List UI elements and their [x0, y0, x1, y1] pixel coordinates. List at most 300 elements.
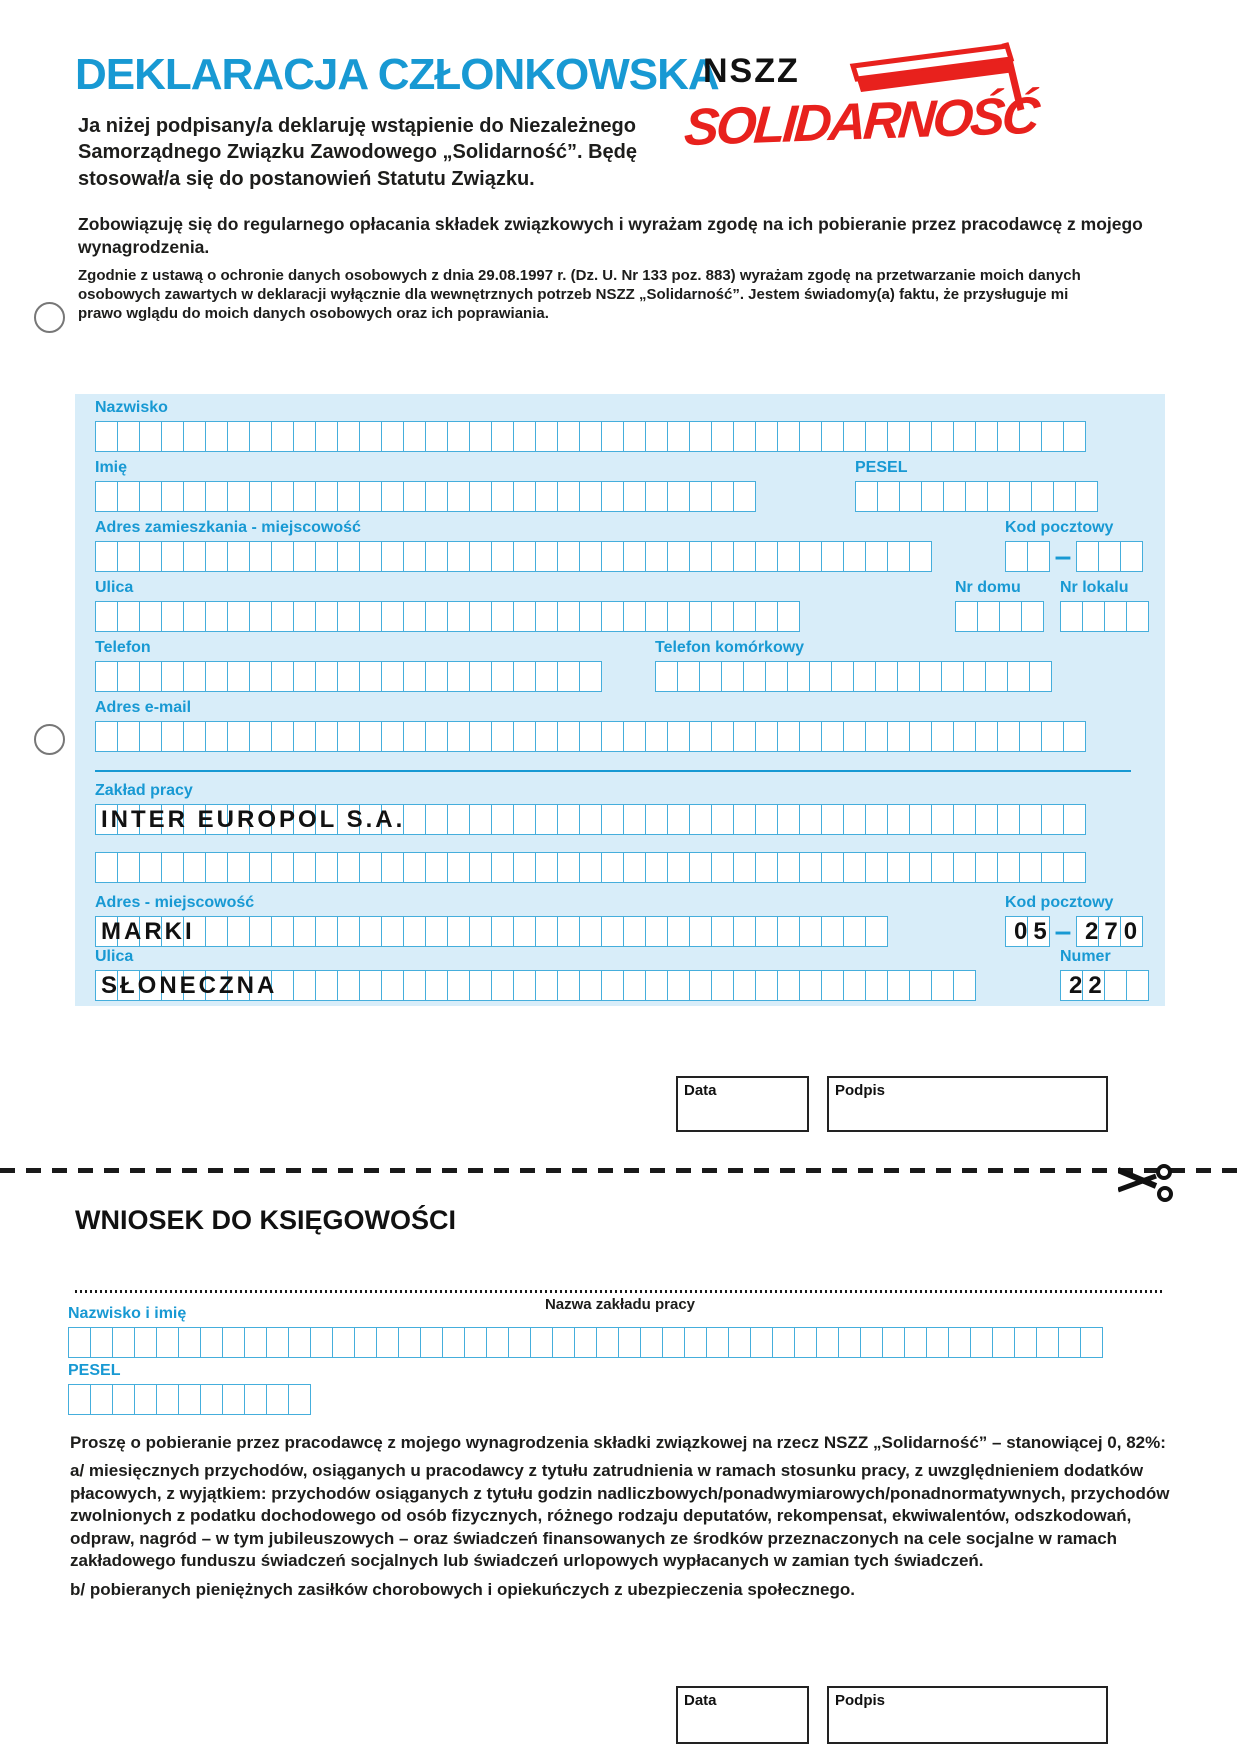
char-cell[interactable]	[200, 1327, 223, 1358]
char-cell[interactable]	[926, 1327, 949, 1358]
char-cell[interactable]	[1120, 541, 1143, 572]
char-cell[interactable]	[227, 601, 250, 632]
char-cell[interactable]	[425, 916, 448, 947]
char-cell[interactable]	[1080, 1327, 1103, 1358]
char-cell[interactable]	[1005, 541, 1028, 572]
char-cell[interactable]	[953, 970, 976, 1001]
char-cell[interactable]	[843, 541, 866, 572]
char-cell[interactable]	[755, 721, 778, 752]
char-cell[interactable]	[777, 421, 800, 452]
char-cell[interactable]	[161, 541, 184, 572]
char-cell[interactable]	[1007, 661, 1030, 692]
char-cell[interactable]	[865, 804, 888, 835]
data-signature-box-2[interactable]	[676, 1686, 809, 1744]
char-cell[interactable]	[359, 852, 382, 883]
char-cell[interactable]	[711, 541, 734, 572]
char-cell[interactable]	[557, 852, 580, 883]
char-cell[interactable]	[733, 601, 756, 632]
char-cell[interactable]	[843, 804, 866, 835]
char-cell[interactable]	[623, 481, 646, 512]
char-cell[interactable]	[222, 1327, 245, 1358]
char-cell[interactable]	[271, 852, 294, 883]
char-cell[interactable]	[513, 852, 536, 883]
char-cell[interactable]	[909, 421, 932, 452]
char-cell[interactable]	[161, 661, 184, 692]
char-cell[interactable]	[447, 421, 470, 452]
char-cell[interactable]	[999, 601, 1022, 632]
char-cell[interactable]	[513, 421, 536, 452]
char-cell[interactable]	[249, 421, 272, 452]
char-cell[interactable]	[552, 1327, 575, 1358]
telefon-komorkowy-input[interactable]	[655, 661, 1052, 692]
nazwisko-imie-input[interactable]	[68, 1327, 1103, 1358]
char-cell[interactable]	[381, 916, 404, 947]
char-cell[interactable]	[965, 481, 988, 512]
char-cell[interactable]	[733, 970, 756, 1001]
char-cell[interactable]	[332, 1327, 355, 1358]
char-cell[interactable]	[117, 852, 140, 883]
char-cell[interactable]	[222, 1384, 245, 1415]
char-cell[interactable]	[733, 541, 756, 572]
char-cell[interactable]	[667, 721, 690, 752]
char-cell[interactable]	[887, 721, 910, 752]
char-cell[interactable]	[403, 970, 426, 1001]
char-cell[interactable]	[601, 601, 624, 632]
char-cell[interactable]	[359, 661, 382, 692]
char-cell[interactable]	[205, 481, 228, 512]
char-cell[interactable]	[667, 601, 690, 632]
char-cell[interactable]	[227, 421, 250, 452]
char-cell[interactable]	[535, 601, 558, 632]
char-cell[interactable]	[161, 421, 184, 452]
char-cell[interactable]	[112, 1384, 135, 1415]
char-cell[interactable]	[579, 541, 602, 572]
char-cell[interactable]	[667, 970, 690, 1001]
char-cell[interactable]	[293, 721, 316, 752]
char-cell[interactable]	[816, 1327, 839, 1358]
zaklad-numer-input[interactable]	[1060, 970, 1149, 1001]
char-cell[interactable]	[530, 1327, 553, 1358]
char-cell[interactable]	[205, 916, 228, 947]
char-cell[interactable]	[975, 721, 998, 752]
char-cell[interactable]	[513, 721, 536, 752]
char-cell[interactable]	[941, 661, 964, 692]
char-cell[interactable]	[359, 421, 382, 452]
char-cell[interactable]	[403, 804, 426, 835]
char-cell[interactable]	[271, 916, 294, 947]
char-cell[interactable]	[315, 481, 338, 512]
char-cell[interactable]	[821, 970, 844, 1001]
char-cell[interactable]	[684, 1327, 707, 1358]
char-cell[interactable]	[579, 601, 602, 632]
char-cell[interactable]	[156, 1384, 179, 1415]
char-cell[interactable]	[464, 1327, 487, 1358]
char-cell[interactable]	[860, 1327, 883, 1358]
char-cell[interactable]	[139, 421, 162, 452]
char-cell[interactable]	[1019, 852, 1042, 883]
char-cell[interactable]	[821, 916, 844, 947]
char-cell[interactable]	[381, 601, 404, 632]
char-cell[interactable]	[337, 970, 360, 1001]
char-cell[interactable]	[293, 852, 316, 883]
char-cell[interactable]	[337, 421, 360, 452]
char-cell[interactable]	[821, 721, 844, 752]
char-cell[interactable]	[205, 852, 228, 883]
char-cell[interactable]	[787, 661, 810, 692]
char-cell[interactable]	[535, 916, 558, 947]
char-cell[interactable]	[667, 804, 690, 835]
char-cell[interactable]	[68, 1384, 91, 1415]
char-cell[interactable]	[843, 916, 866, 947]
zaklad-ulica-input[interactable]	[95, 970, 976, 1001]
char-cell[interactable]	[513, 970, 536, 1001]
pesel2-input[interactable]	[68, 1384, 311, 1415]
char-cell[interactable]	[90, 1327, 113, 1358]
char-cell[interactable]	[667, 852, 690, 883]
char-cell[interactable]	[95, 421, 118, 452]
char-cell[interactable]	[513, 601, 536, 632]
char-cell[interactable]	[721, 661, 744, 692]
char-cell[interactable]	[425, 804, 448, 835]
char-cell[interactable]	[95, 601, 118, 632]
char-cell[interactable]	[491, 661, 514, 692]
char-cell[interactable]	[381, 481, 404, 512]
char-cell[interactable]	[667, 916, 690, 947]
char-cell[interactable]	[931, 421, 954, 452]
char-cell[interactable]	[574, 1327, 597, 1358]
char-cell[interactable]	[623, 804, 646, 835]
char-cell[interactable]	[865, 421, 888, 452]
char-cell[interactable]	[469, 661, 492, 692]
char-cell[interactable]	[315, 916, 338, 947]
char-cell[interactable]	[403, 661, 426, 692]
char-cell[interactable]	[161, 601, 184, 632]
char-cell[interactable]	[755, 804, 778, 835]
char-cell[interactable]	[777, 852, 800, 883]
char-cell[interactable]	[134, 1384, 157, 1415]
char-cell[interactable]	[139, 721, 162, 752]
char-cell[interactable]	[623, 421, 646, 452]
char-cell[interactable]	[799, 804, 822, 835]
char-cell[interactable]	[992, 1327, 1015, 1358]
char-cell[interactable]	[997, 421, 1020, 452]
char-cell[interactable]	[442, 1327, 465, 1358]
char-cell[interactable]	[821, 804, 844, 835]
char-cell[interactable]	[887, 804, 910, 835]
char-cell[interactable]	[469, 916, 492, 947]
char-cell[interactable]	[337, 601, 360, 632]
char-cell[interactable]	[381, 421, 404, 452]
char-cell[interactable]	[469, 804, 492, 835]
char-cell[interactable]	[398, 1327, 421, 1358]
char-cell[interactable]	[469, 421, 492, 452]
char-cell[interactable]	[112, 1327, 135, 1358]
char-cell[interactable]	[293, 916, 316, 947]
char-cell[interactable]	[205, 541, 228, 572]
char-cell[interactable]	[293, 481, 316, 512]
char-cell[interactable]	[535, 661, 558, 692]
char-cell[interactable]	[249, 541, 272, 572]
char-cell[interactable]	[403, 541, 426, 572]
char-cell[interactable]	[601, 541, 624, 572]
char-cell[interactable]	[809, 661, 832, 692]
char-cell[interactable]	[425, 421, 448, 452]
char-cell[interactable]	[293, 421, 316, 452]
char-cell[interactable]	[755, 601, 778, 632]
char-cell[interactable]	[403, 421, 426, 452]
char-cell[interactable]	[315, 852, 338, 883]
char-cell[interactable]	[249, 852, 272, 883]
char-cell[interactable]	[919, 661, 942, 692]
zaklad-kod-pocztowy-input[interactable]	[1005, 916, 1143, 947]
char-cell[interactable]	[794, 1327, 817, 1358]
char-cell[interactable]	[491, 721, 514, 752]
char-cell[interactable]	[733, 721, 756, 752]
char-cell[interactable]	[95, 481, 118, 512]
char-cell[interactable]	[139, 541, 162, 572]
char-cell[interactable]	[755, 541, 778, 572]
char-cell[interactable]	[117, 661, 140, 692]
char-cell[interactable]	[899, 481, 922, 512]
char-cell[interactable]	[645, 852, 668, 883]
char-cell[interactable]	[1041, 721, 1064, 752]
char-cell[interactable]	[579, 916, 602, 947]
char-cell[interactable]	[955, 601, 978, 632]
nr-lokalu-input[interactable]	[1060, 601, 1149, 632]
char-cell[interactable]	[293, 541, 316, 572]
char-cell[interactable]	[288, 1384, 311, 1415]
char-cell[interactable]	[645, 541, 668, 572]
char-cell[interactable]	[579, 804, 602, 835]
char-cell[interactable]	[535, 804, 558, 835]
char-cell[interactable]	[601, 421, 624, 452]
char-cell[interactable]	[706, 1327, 729, 1358]
char-cell[interactable]	[579, 661, 602, 692]
char-cell[interactable]	[799, 721, 822, 752]
zaklad-pracy-input[interactable]	[95, 804, 1086, 835]
char-cell[interactable]	[469, 481, 492, 512]
char-cell[interactable]	[535, 970, 558, 1001]
char-cell[interactable]	[821, 852, 844, 883]
char-cell[interactable]	[623, 970, 646, 1001]
imie-input[interactable]	[95, 481, 756, 512]
char-cell[interactable]	[579, 421, 602, 452]
char-cell[interactable]	[491, 970, 514, 1001]
char-cell[interactable]	[1075, 481, 1098, 512]
char-cell[interactable]	[711, 721, 734, 752]
char-cell[interactable]	[315, 541, 338, 572]
char-cell[interactable]	[535, 721, 558, 752]
char-cell[interactable]	[183, 721, 206, 752]
podpis-signature-box[interactable]	[827, 1076, 1108, 1132]
char-cell[interactable]	[777, 970, 800, 1001]
char-cell[interactable]	[557, 601, 580, 632]
char-cell[interactable]	[1019, 721, 1042, 752]
char-cell[interactable]	[183, 601, 206, 632]
char-cell[interactable]	[535, 481, 558, 512]
char-cell[interactable]	[640, 1327, 663, 1358]
char-cell[interactable]	[227, 721, 250, 752]
char-cell[interactable]	[557, 481, 580, 512]
char-cell[interactable]	[425, 601, 448, 632]
char-cell[interactable]	[469, 721, 492, 752]
char-cell[interactable]	[645, 916, 668, 947]
podpis-signature-box-2[interactable]	[827, 1686, 1108, 1744]
char-cell[interactable]	[359, 541, 382, 572]
char-cell[interactable]	[1104, 601, 1127, 632]
char-cell[interactable]	[645, 481, 668, 512]
char-cell[interactable]	[205, 721, 228, 752]
char-cell[interactable]	[689, 481, 712, 512]
char-cell[interactable]	[997, 721, 1020, 752]
char-cell[interactable]	[843, 421, 866, 452]
char-cell[interactable]	[271, 541, 294, 572]
char-cell[interactable]	[909, 852, 932, 883]
char-cell[interactable]	[491, 804, 514, 835]
pesel-input[interactable]	[855, 481, 1098, 512]
char-cell[interactable]	[897, 661, 920, 692]
char-cell[interactable]	[799, 421, 822, 452]
char-cell[interactable]	[205, 421, 228, 452]
char-cell[interactable]	[1041, 804, 1064, 835]
char-cell[interactable]	[381, 721, 404, 752]
char-cell[interactable]	[266, 1384, 289, 1415]
char-cell[interactable]	[1019, 804, 1042, 835]
char-cell[interactable]	[359, 481, 382, 512]
char-cell[interactable]	[645, 421, 668, 452]
char-cell[interactable]	[623, 916, 646, 947]
char-cell[interactable]	[1027, 541, 1050, 572]
char-cell[interactable]	[777, 804, 800, 835]
char-cell[interactable]	[1053, 481, 1076, 512]
char-cell[interactable]	[953, 421, 976, 452]
char-cell[interactable]	[733, 481, 756, 512]
char-cell[interactable]	[293, 601, 316, 632]
char-cell[interactable]	[1036, 1327, 1059, 1358]
char-cell[interactable]	[161, 481, 184, 512]
char-cell[interactable]	[205, 661, 228, 692]
char-cell[interactable]	[921, 481, 944, 512]
char-cell[interactable]	[469, 970, 492, 1001]
char-cell[interactable]	[293, 661, 316, 692]
char-cell[interactable]	[425, 661, 448, 692]
char-cell[interactable]	[491, 421, 514, 452]
char-cell[interactable]	[931, 852, 954, 883]
char-cell[interactable]	[1019, 421, 1042, 452]
char-cell[interactable]	[557, 916, 580, 947]
char-cell[interactable]	[877, 481, 900, 512]
ulica-input[interactable]	[95, 601, 800, 632]
char-cell[interactable]	[667, 481, 690, 512]
char-cell[interactable]	[689, 541, 712, 572]
char-cell[interactable]	[513, 804, 536, 835]
char-cell[interactable]	[882, 1327, 905, 1358]
char-cell[interactable]	[266, 1327, 289, 1358]
char-cell[interactable]	[359, 601, 382, 632]
char-cell[interactable]	[601, 804, 624, 835]
char-cell[interactable]	[711, 481, 734, 512]
char-cell[interactable]	[139, 852, 162, 883]
char-cell[interactable]	[970, 1327, 993, 1358]
char-cell[interactable]	[838, 1327, 861, 1358]
char-cell[interactable]	[765, 661, 788, 692]
telefon-input[interactable]	[95, 661, 602, 692]
char-cell[interactable]	[469, 541, 492, 572]
char-cell[interactable]	[733, 421, 756, 452]
char-cell[interactable]	[376, 1327, 399, 1358]
char-cell[interactable]	[95, 721, 118, 752]
char-cell[interactable]	[711, 804, 734, 835]
char-cell[interactable]	[667, 421, 690, 452]
char-cell[interactable]	[799, 916, 822, 947]
data-signature-box[interactable]	[676, 1076, 809, 1132]
char-cell[interactable]	[887, 421, 910, 452]
char-cell[interactable]	[271, 421, 294, 452]
char-cell[interactable]	[909, 970, 932, 1001]
char-cell[interactable]	[557, 541, 580, 572]
char-cell[interactable]	[865, 970, 888, 1001]
char-cell[interactable]	[535, 421, 558, 452]
char-cell[interactable]	[645, 721, 668, 752]
char-cell[interactable]	[623, 721, 646, 752]
char-cell[interactable]	[491, 601, 514, 632]
char-cell[interactable]	[381, 970, 404, 1001]
char-cell[interactable]	[315, 601, 338, 632]
char-cell[interactable]	[1029, 661, 1052, 692]
char-cell[interactable]	[420, 1327, 443, 1358]
char-cell[interactable]	[425, 970, 448, 1001]
char-cell[interactable]	[557, 421, 580, 452]
char-cell[interactable]	[271, 721, 294, 752]
char-cell[interactable]	[117, 421, 140, 452]
char-cell[interactable]	[183, 481, 206, 512]
char-cell[interactable]	[469, 852, 492, 883]
char-cell[interactable]	[381, 852, 404, 883]
char-cell[interactable]	[557, 661, 580, 692]
char-cell[interactable]	[1126, 601, 1149, 632]
char-cell[interactable]	[1009, 481, 1032, 512]
char-cell[interactable]	[689, 852, 712, 883]
char-cell[interactable]	[200, 1384, 223, 1415]
char-cell[interactable]	[843, 852, 866, 883]
char-cell[interactable]	[557, 721, 580, 752]
char-cell[interactable]	[403, 481, 426, 512]
char-cell[interactable]	[178, 1327, 201, 1358]
char-cell[interactable]	[447, 804, 470, 835]
char-cell[interactable]	[711, 970, 734, 1001]
char-cell[interactable]	[1031, 481, 1054, 512]
char-cell[interactable]	[1098, 541, 1121, 572]
char-cell[interactable]	[855, 481, 878, 512]
char-cell[interactable]	[95, 541, 118, 572]
char-cell[interactable]	[139, 481, 162, 512]
char-cell[interactable]	[997, 804, 1020, 835]
char-cell[interactable]	[315, 661, 338, 692]
char-cell[interactable]	[359, 970, 382, 1001]
char-cell[interactable]	[777, 541, 800, 572]
char-cell[interactable]	[689, 421, 712, 452]
char-cell[interactable]	[227, 481, 250, 512]
nazwa-zakladu-line[interactable]	[75, 1290, 1165, 1293]
char-cell[interactable]	[447, 661, 470, 692]
kod-pocztowy-input[interactable]	[1005, 541, 1143, 572]
char-cell[interactable]	[447, 970, 470, 1001]
char-cell[interactable]	[244, 1327, 267, 1358]
char-cell[interactable]	[733, 916, 756, 947]
char-cell[interactable]	[777, 721, 800, 752]
char-cell[interactable]	[618, 1327, 641, 1358]
char-cell[interactable]	[699, 661, 722, 692]
